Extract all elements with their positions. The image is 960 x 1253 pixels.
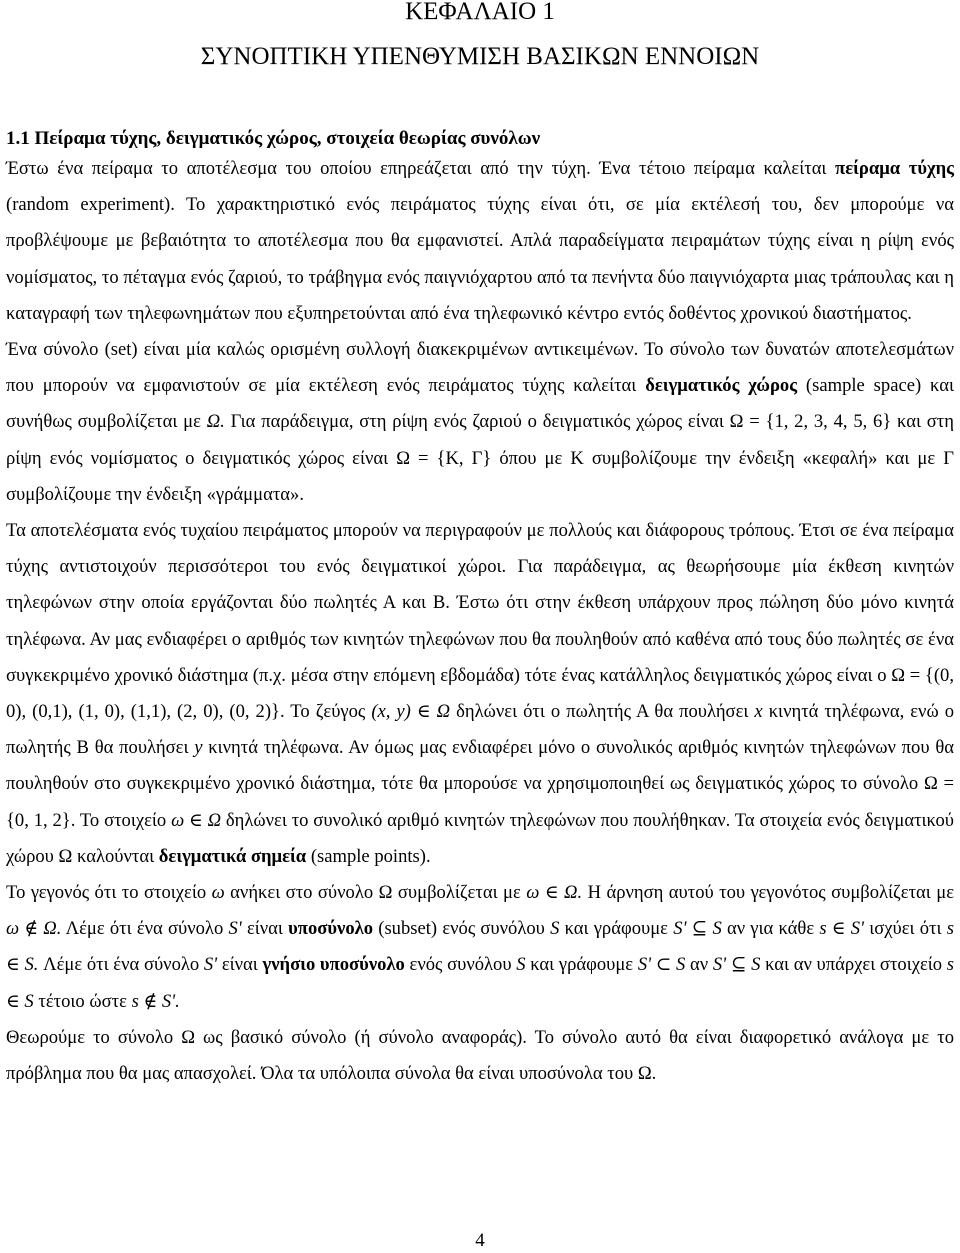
term-sample-space: δειγματικός χώρος xyxy=(645,375,798,397)
chapter-title: ΣΥΝΟΠΤΙΚΗ ΥΠΕΝΘΥΜΙΣΗ ΒΑΣΙΚΩΝ ΕΝΝΟΙΩΝ xyxy=(200,43,760,70)
math-s-not-in: s ∉ S'. xyxy=(131,990,180,1012)
math-subset-eq: S' ⊆ S xyxy=(673,918,722,940)
term-sample-points: δειγματικά σημεία xyxy=(158,845,307,867)
math-s: S xyxy=(516,954,526,976)
math-s-in-s: s ∈ S. xyxy=(6,918,954,976)
math-omega: Ω. xyxy=(206,411,225,433)
chapter-label: ΚΕΦΑΛΑΙΟ 1 xyxy=(405,0,555,25)
math-omega: Ω xyxy=(58,845,73,867)
math-subset-eq: S' ⊆ S xyxy=(712,954,761,976)
term-random-experiment: πείραμα τύχης xyxy=(835,158,954,179)
term-subset: υποσύνολο xyxy=(288,918,374,940)
paragraph-1: Έστω ένα πείραμα το αποτέλεσμα του οποίου επηρεάζεται από την τύχη. Ένα τέτοιο πείραμα καλείται πείραμα τύχης (random experiment). Το χαρακτηριστικό ενός πειράματος τύχης είναι ότι, σε μία εκτέλεσή του, δεν μπορούμε να προβλέψουμε με βεβαιότητα το αποτέλεσμα που θα εμφανιστεί. Απλά παραδείγματα πειραμάτων τύχης είναι η ρίψη ενός νομίσματος, το πέταγμα ενός ζαριού, το τράβηγμα ενός παιγνιόχαρτου από τα πενήντα δύο παιγνιόχαρτα μιας τράπουλας και η καταγραφή των τηλεφωνημάτων που εξυπηρετούνται από ένα τηλεφωνικό κέντρο εντός δοθέντος χρονικού διαστήματος. xyxy=(6,158,954,324)
math-not-in: ω ∉ Ω. xyxy=(6,918,62,940)
math-s-prime: S' xyxy=(203,954,218,976)
math-set-total: Ω = {0, 1, 2}. xyxy=(6,773,955,831)
page-number: 4 xyxy=(475,1230,485,1251)
math-s: S xyxy=(550,918,560,940)
math-omega: Ω xyxy=(378,882,393,904)
math-omega-element: ω xyxy=(211,882,225,904)
paragraph-5: Θεωρούμε το σύνολο Ω ως βασικό σύνολο (ή σύνολο αναφοράς). Το σύνολο αυτό θα είναι διαφορετικό ανάλογα με το πρόβλημα που θα μας απασχολεί. Όλα τα υπόλοιπα σύνολα θα είναι υποσύνολα του Ω. xyxy=(6,1026,954,1085)
math-pair: (x, y) ∈ Ω xyxy=(371,701,451,723)
math-set-die: Ω = {1, 2, 3, 4, 5, 6} xyxy=(729,411,892,433)
paragraph-3: Τα αποτελέσματα ενός τυχαίου πειράματος μπορούν να περιγραφούν με πολλούς και διάφορους τρόπους. Έτσι σε ένα πείραμα τύχης αντιστοιχούν περισσότεροι του ενός δειγματικοί χώροι. Για παράδειγμα, ας θεωρήσουμε μία έκθεση κινητών τηλεφώνων στην οποία εργάζονται δύο πωλητές Α και Β. Έστω ότι στην έκθεση υπάρχουν προς πώληση δύο μόνο κινητά τηλέφωνα. Αν μας ενδιαφέρει ο αριθμός των κινητών τηλεφώνων που θα πουληθούν από καθένα από τους δύο πωλητές σε ένα συγκεκριμένο χρονικό διάστημα (π.χ. μέσα στην επόμενη εβδομάδα) τότε ένας κατάλληλος δειγματικός χώρος είναι ο Ω = {(0, 0), (0,1), (1, 0), (1,1), (2, 0), (0, 2)}. Το ζεύγος (x, y) ∈ Ω δηλώνει ότι ο πωλητής Α θα πουλήσει x κινητά τηλέφωνα, ενώ ο πωλητής Β θα πουλήσει y κινητά τηλέφωνα. Αν όμως μας ενδιαφέρει μόνο ο συνολικός αριθμός κινητών τηλεφώνων που θα πουληθούν στο συγκεκριμένο χρονικό διάστημα, τότε θα μπορούσε να χρησιμοποιηθεί ως δειγματικός χώρος το σύνολο Ω = {0, 1, 2}. Το στοιχείο ω ∈ Ω δηλώνει το συνολικό αριθμό κινητών τηλεφώνων που πουλήθηκαν. Τα στοιχεία ενός δειγματικού χώρου Ω καλούνται δειγματικά σημεία (sample points). xyxy=(6,520,955,867)
math-omega: Ω xyxy=(181,1026,196,1048)
math-x: x xyxy=(754,701,763,723)
math-set-pairs: Ω = {(0, 0), (0,1), (1, 0), (1,1), (2, 0), (0, 2)}. xyxy=(6,664,954,723)
paragraph-4: Το γεγονός ότι το στοιχείο ω ανήκει στο σύνολο Ω συμβολίζεται με ω ∈ Ω. Η άρνηση αυτού του γεγονότος συμβολίζεται με ω ∉ Ω. Λέμε ότι ένα σύνολο S' είναι υποσύνολο (subset) ενός συνόλου S και γράφουμε S' ⊆ S αν για κάθε s ∈ S' ισχύει ότι s ∈ S. Λέμε ότι ένα σύνολο S' είναι γνήσιο υποσύνολο ενός συνόλου S και γράφουμε S' ⊂ S αν S' ⊆ S και αν υπάρχει στοιχείο s ∈ S τέτοιο ώστε s ∉ S'. xyxy=(6,882,955,1012)
math-set-coin: Ω = {Κ, Γ} xyxy=(396,447,492,469)
math-s-in-s: s ∈ S xyxy=(6,954,955,1012)
math-s-prime: S' xyxy=(228,918,242,940)
math-y: y xyxy=(194,737,203,759)
math-in: ω ∈ Ω. xyxy=(526,882,583,904)
document-body xyxy=(6,151,954,1092)
math-element: ω ∈ Ω xyxy=(171,809,222,831)
paragraph-2: Ένα σύνολο (set) είναι μία καλώς ορισμένη συλλογή διακεκριμένων αντικειμένων. Το σύνολο των δυνατών αποτελεσμάτων που μπορούν να εμφανιστούν σε μία εκτέλεση ενός πειράματος τύχης καλείται δειγματικός χώρος (sample space) και συνήθως συμβολίζεται με Ω. Για παράδειγμα, στη ρίψη ενός ζαριού ο δειγματικός χώρος είναι Ω = {1, 2, 3, 4, 5, 6} και στη ρίψη ενός νομίσματος ο δειγματικός χώρος είναι Ω = {Κ, Γ} όπου με Κ συμβολίζουμε την ένδειξη «κεφαλή» και με Γ συμβολίζουμε την ένδειξη «γράμματα». xyxy=(6,339,955,505)
math-omega: Ω. xyxy=(637,1063,657,1085)
math-s-in-sprime: s ∈ S' xyxy=(819,918,865,940)
term-proper-subset: γνήσιο υποσύνολο xyxy=(262,954,405,976)
math-proper-subset: S' ⊂ S xyxy=(637,954,686,976)
section-heading: 1.1 Πείραμα τύχης, δειγματικός χώρος, στοιχεία θεωρίας συνόλων xyxy=(6,128,541,149)
